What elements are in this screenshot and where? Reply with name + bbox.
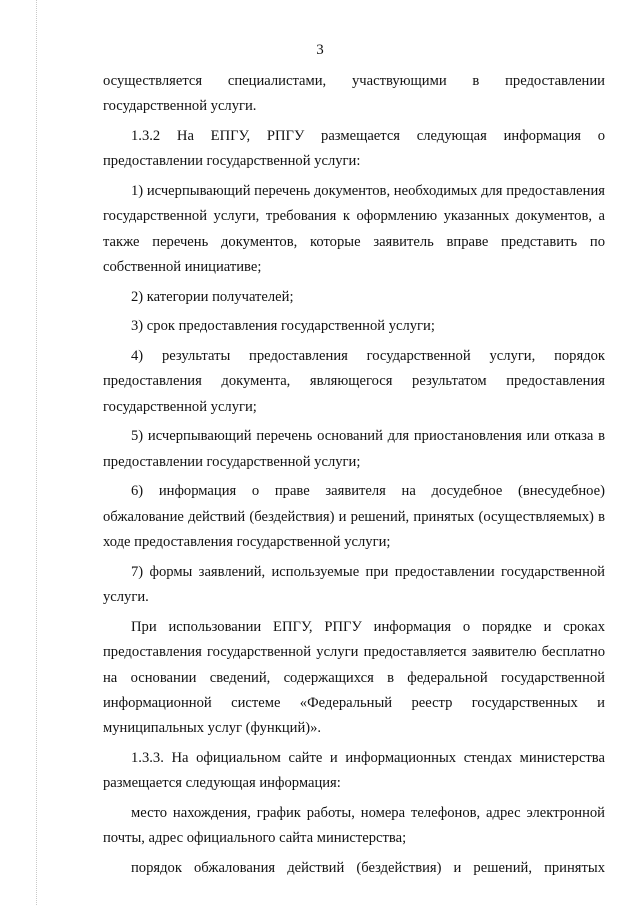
paragraph-1-3-3: 1.3.3. На официальном сайте и информационных стендах министерства размещается следующая информация:	[103, 750, 605, 792]
page-number: 3	[316, 42, 324, 58]
list-item-1: 1) исчерпывающий перечень документов, необходимых для предоставления государственной услуги, требования к оформлению указанных документов, а также перечень документов, которые заявитель вправе представить по собственной инициативе;	[103, 183, 605, 276]
list-item-2: 2) категории получателей;	[131, 288, 294, 305]
paragraph-epgu-usage: При использовании ЕПГУ, РПГУ информация о порядке и сроках предоставления государственной услуги предоставляется заявителю бесплатно на основании сведений, содержащихся в федеральной государственной информационной системе «Федеральный реестр государственных и муниципальных услуг (функций)».	[103, 618, 605, 737]
paragraph-appeal-procedure: порядок обжалования действий (бездействия) и решений, принятых	[131, 860, 605, 877]
paragraph-continuation: осуществляется специалистами, участвующими в предоставлении государственной услуги.	[103, 73, 605, 115]
list-item-7: 7) формы заявлений, используемые при предоставлении государственной услуги.	[103, 563, 605, 606]
list-item-6: 6) информация о праве заявителя на досудебное (внесудебное) обжалование действий (бездействия) и решений, принятых (осуществляемых) в ходе предоставления государственной услуги;	[103, 483, 605, 551]
list-item-3: 3) срок предоставления государственной услуги;	[131, 318, 435, 335]
document-body	[103, 69, 605, 881]
paragraph-1-3-2: 1.3.2 На ЕПГУ, РПГУ размещается следующая информация о предоставлении государственной услуги:	[103, 128, 605, 170]
binding-margin-line	[36, 0, 37, 905]
list-item-4: 4) результаты предоставления государственной услуги, порядок предоставления документа, являющегося результатом предоставления государственной услуги;	[103, 348, 605, 415]
list-item-5: 5) исчерпывающий перечень оснований для приостановления или отказа в предоставлении государственной услуги;	[103, 428, 605, 470]
paragraph-location-info: место нахождения, график работы, номера телефонов, адрес электронной почты, адрес официального сайта министерства;	[103, 805, 605, 847]
